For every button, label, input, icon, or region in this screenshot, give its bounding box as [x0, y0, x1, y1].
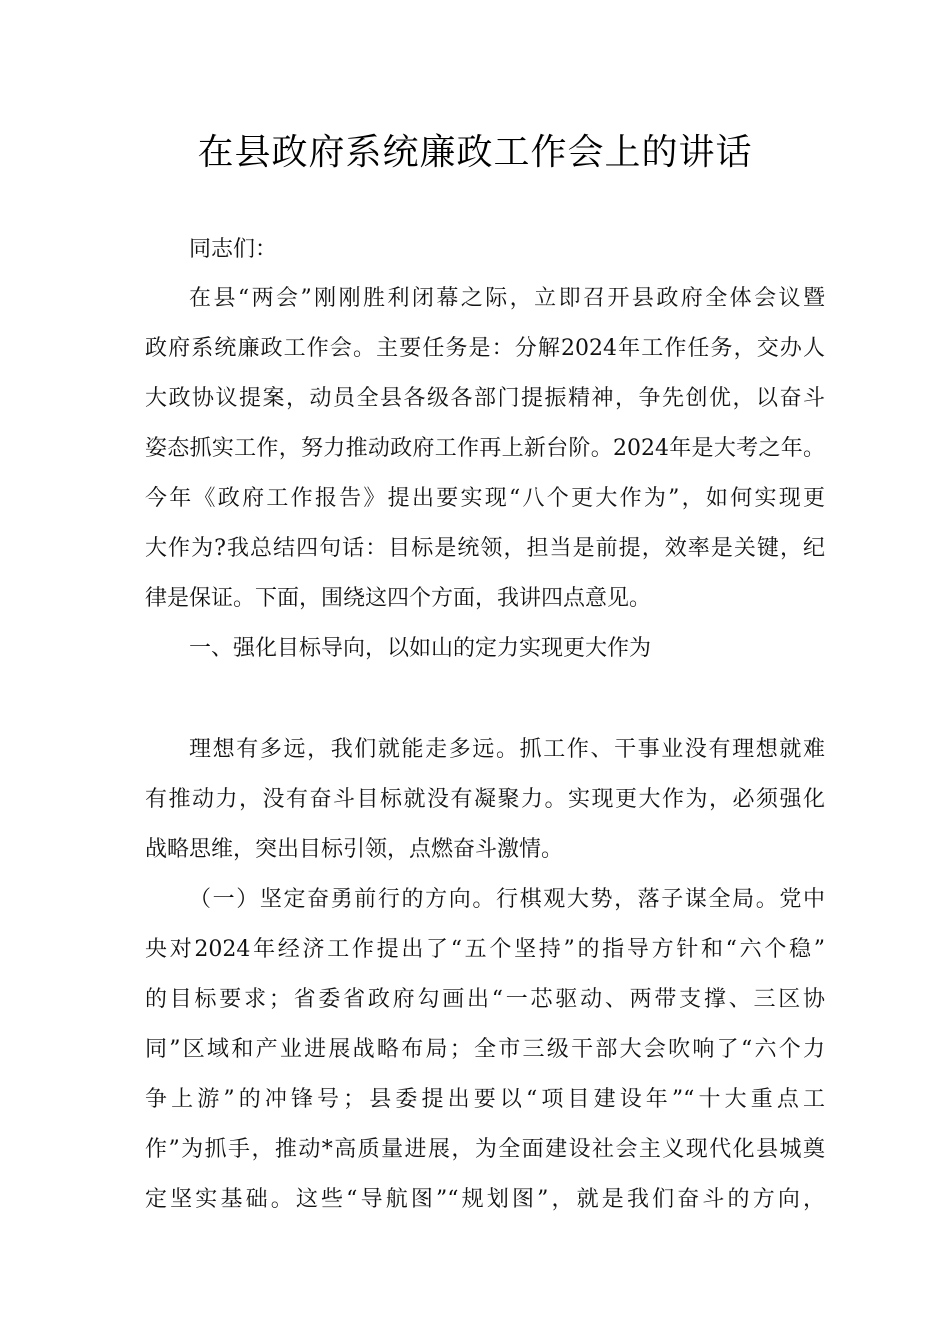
- paragraph-line: 战略思维，突出目标引领，点燃奋斗激情。: [145, 837, 564, 862]
- paragraph-line: 争上游”的冲锋号；县委提出要以“项目建设年”“十大重点工: [145, 1087, 825, 1112]
- paragraph-line: 姿态抓实工作，努力推动政府工作再上新台阶。2024年是大考之年。: [145, 436, 825, 461]
- paragraph-line: 定坚实基础。这些“导航图”“规划图”，就是我们奋斗的方向，: [145, 1187, 825, 1212]
- section-heading: 一、强化目标导向，以如山的定力实现更大作为: [189, 636, 652, 661]
- paragraph-line: 作”为抓手，推动*高质量进展，为全面建设社会主义现代化县城奠: [145, 1137, 825, 1162]
- paragraph-line: 在县“两会”刚刚胜利闭幕之际，立即召开县政府全体会议暨: [189, 286, 825, 311]
- salutation: 同志们：: [189, 237, 278, 262]
- paragraph-line: （一）坚定奋勇前行的方向。行棋观大势，落子谋全局。党中: [189, 887, 825, 912]
- paragraph-line: 政府系统廉政工作会。主要任务是：分解2024年工作任务，交办人: [145, 336, 825, 361]
- paragraph-line: 律是保证。下面，围绕这四个方面，我讲四点意见。: [145, 586, 652, 611]
- paragraph-line: 的目标要求；省委省政府勾画出“一芯驱动、两带支撑、三区协: [145, 987, 825, 1012]
- paragraph-line: 有推动力，没有奋斗目标就没有凝聚力。实现更大作为，必须强化: [145, 787, 825, 812]
- paragraph-line: 大作为?我总结四句话：目标是统领，担当是前提，效率是关键，纪: [145, 536, 825, 561]
- paragraph-line: 央对2024年经济工作提出了“五个坚持”的指导方针和“六个稳”: [145, 937, 825, 962]
- paragraph-line: 理想有多远，我们就能走多远。抓工作、干事业没有理想就难: [189, 737, 825, 762]
- paragraph-line: 同”区域和产业进展战略布局；全市三级干部大会吹响了“六个力: [145, 1037, 825, 1062]
- paragraph-line: 大政协议提案，动员全县各级各部门提振精神，争先创优，以奋斗: [145, 386, 825, 411]
- document-title: 在县政府系统廉政工作会上的讲话: [197, 132, 753, 173]
- paragraph-line: 今年《政府工作报告》提出要实现“八个更大作为”，如何实现更: [145, 486, 825, 511]
